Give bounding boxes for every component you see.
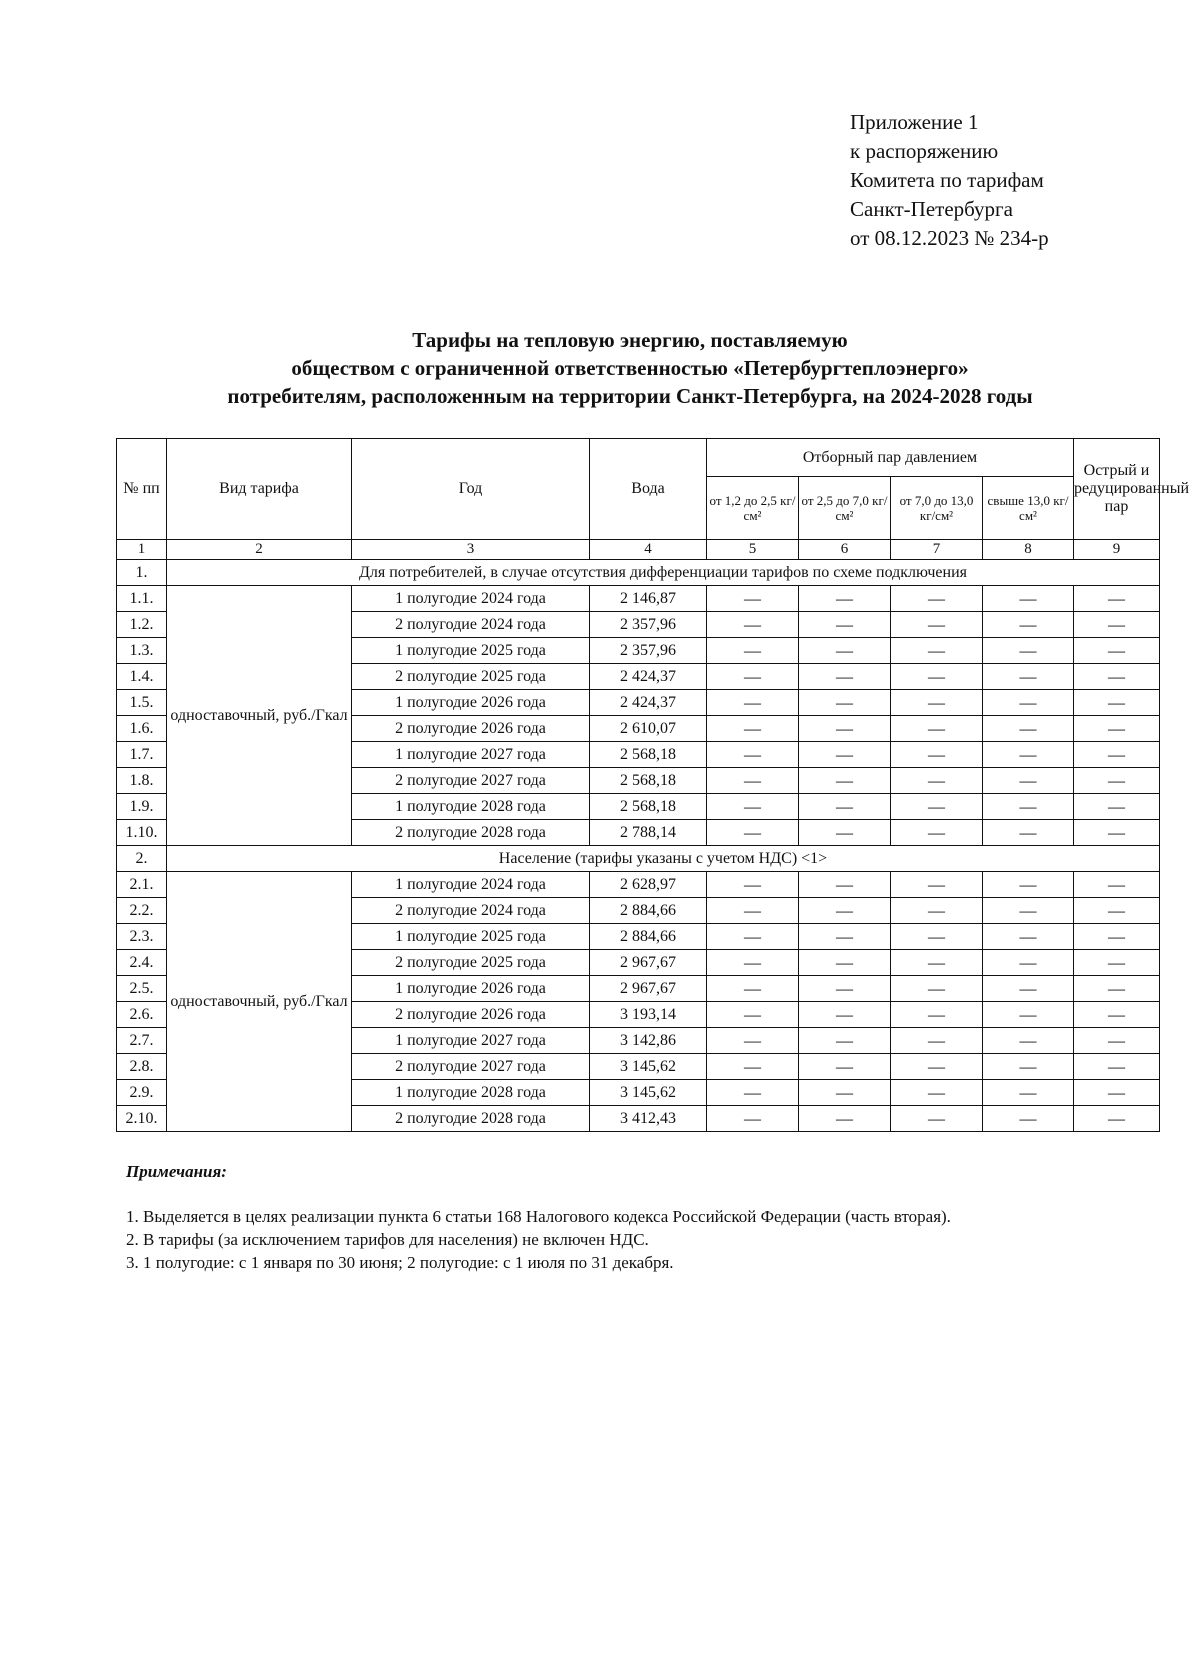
empty-value-dash: —	[707, 1054, 799, 1080]
empty-value-dash: —	[891, 924, 983, 950]
row-period: 1 полугодие 2026 года	[352, 690, 590, 716]
header-steam-2: от 2,5 до 7,0 кг/см²	[799, 477, 891, 540]
row-number: 2.4.	[117, 950, 167, 976]
row-number: 1.9.	[117, 794, 167, 820]
row-period: 2 полугодие 2027 года	[352, 768, 590, 794]
tariff-kind: одноставочный, руб./Гкал	[167, 872, 352, 1132]
empty-value-dash: —	[983, 1028, 1074, 1054]
row-number: 1.10.	[117, 820, 167, 846]
empty-value-dash: —	[1074, 950, 1160, 976]
water-tariff: 2 967,67	[590, 950, 707, 976]
empty-value-dash: —	[799, 690, 891, 716]
empty-value-dash: —	[707, 1080, 799, 1106]
empty-value-dash: —	[983, 1106, 1074, 1132]
water-tariff: 2 568,18	[590, 794, 707, 820]
empty-value-dash: —	[1074, 1002, 1160, 1028]
empty-value-dash: —	[983, 586, 1074, 612]
empty-value-dash: —	[891, 690, 983, 716]
empty-value-dash: —	[891, 1106, 983, 1132]
row-period: 2 полугодие 2025 года	[352, 950, 590, 976]
empty-value-dash: —	[799, 586, 891, 612]
empty-value-dash: —	[1074, 820, 1160, 846]
water-tariff: 2 146,87	[590, 586, 707, 612]
empty-value-dash: —	[799, 898, 891, 924]
row-period: 2 полугодие 2027 года	[352, 1054, 590, 1080]
row-number: 1.7.	[117, 742, 167, 768]
row-number: 2.8.	[117, 1054, 167, 1080]
column-number: 5	[707, 540, 799, 560]
empty-value-dash: —	[891, 586, 983, 612]
empty-value-dash: —	[891, 898, 983, 924]
empty-value-dash: —	[707, 768, 799, 794]
row-period: 2 полугодие 2024 года	[352, 898, 590, 924]
empty-value-dash: —	[799, 1106, 891, 1132]
empty-value-dash: —	[707, 664, 799, 690]
approval-line: Комитета по тарифам	[850, 168, 1044, 192]
row-period: 1 полугодие 2027 года	[352, 742, 590, 768]
empty-value-dash: —	[891, 1002, 983, 1028]
table-row	[117, 872, 1160, 898]
empty-value-dash: —	[707, 742, 799, 768]
column-number: 3	[352, 540, 590, 560]
empty-value-dash: —	[707, 716, 799, 742]
empty-value-dash: —	[707, 898, 799, 924]
empty-value-dash: —	[799, 794, 891, 820]
empty-value-dash: —	[891, 794, 983, 820]
empty-value-dash: —	[891, 1028, 983, 1054]
water-tariff: 2 357,96	[590, 612, 707, 638]
water-tariff: 3 145,62	[590, 1080, 707, 1106]
approval-line: от 08.12.2023 № 234-р	[850, 226, 1049, 250]
empty-value-dash: —	[1074, 872, 1160, 898]
row-period: 1 полугодие 2025 года	[352, 638, 590, 664]
empty-value-dash: —	[983, 820, 1074, 846]
empty-value-dash: —	[707, 690, 799, 716]
water-tariff: 3 412,43	[590, 1106, 707, 1132]
empty-value-dash: —	[891, 716, 983, 742]
empty-value-dash: —	[799, 716, 891, 742]
tariff-kind: одноставочный, руб./Гкал	[167, 586, 352, 846]
row-number: 1.2.	[117, 612, 167, 638]
water-tariff: 3 142,86	[590, 1028, 707, 1054]
header-water: Вода	[590, 439, 707, 540]
column-numbers-row	[117, 540, 1160, 560]
row-period: 1 полугодие 2026 года	[352, 976, 590, 1002]
empty-value-dash: —	[1074, 612, 1160, 638]
header-steam-4: свыше 13,0 кг/см²	[983, 477, 1074, 540]
empty-value-dash: —	[983, 1002, 1074, 1028]
empty-value-dash: —	[1074, 638, 1160, 664]
empty-value-dash: —	[1074, 1080, 1160, 1106]
approval-line: Санкт-Петербурга	[850, 197, 1013, 221]
empty-value-dash: —	[891, 768, 983, 794]
empty-value-dash: —	[799, 1080, 891, 1106]
empty-value-dash: —	[707, 1002, 799, 1028]
section-row	[117, 560, 1160, 586]
notes-title: Примечания:	[126, 1162, 227, 1181]
water-tariff: 2 424,37	[590, 664, 707, 690]
row-period: 1 полугодие 2028 года	[352, 1080, 590, 1106]
document-title	[100, 326, 1160, 410]
tariffs-table	[116, 438, 1190, 1132]
row-period: 2 полугодие 2025 года	[352, 664, 590, 690]
empty-value-dash: —	[799, 1002, 891, 1028]
empty-value-dash: —	[799, 950, 891, 976]
row-period: 2 полугодие 2026 года	[352, 716, 590, 742]
column-number: 6	[799, 540, 891, 560]
row-period: 1 полугодие 2024 года	[352, 586, 590, 612]
empty-value-dash: —	[707, 638, 799, 664]
water-tariff: 2 610,07	[590, 716, 707, 742]
section-title: Для потребителей, в случае отсутствия дифференциации тарифов по схеме подключения	[167, 560, 1160, 586]
row-number: 1.1.	[117, 586, 167, 612]
empty-value-dash: —	[1074, 1106, 1160, 1132]
empty-value-dash: —	[799, 638, 891, 664]
water-tariff: 2 568,18	[590, 768, 707, 794]
empty-value-dash: —	[799, 1054, 891, 1080]
water-tariff: 2 357,96	[590, 638, 707, 664]
row-number: 2.10.	[117, 1106, 167, 1132]
row-period: 2 полугодие 2026 года	[352, 1002, 590, 1028]
row-period: 1 полугодие 2025 года	[352, 924, 590, 950]
note-item: 2. В тарифы (за исключением тарифов для населения) не включен НДС.	[126, 1230, 649, 1249]
header-steam-group: Отборный пар давлением	[707, 439, 1074, 477]
empty-value-dash: —	[891, 872, 983, 898]
empty-value-dash: —	[891, 1054, 983, 1080]
row-period: 2 полугодие 2028 года	[352, 1106, 590, 1132]
empty-value-dash: —	[799, 768, 891, 794]
empty-value-dash: —	[707, 872, 799, 898]
column-number: 9	[1074, 540, 1160, 560]
empty-value-dash: —	[983, 1080, 1074, 1106]
column-number: 7	[891, 540, 983, 560]
row-period: 2 полугодие 2028 года	[352, 820, 590, 846]
section-number: 1.	[117, 560, 167, 586]
empty-value-dash: —	[891, 664, 983, 690]
header-steam-3: от 7,0 до 13,0 кг/см²	[891, 477, 983, 540]
note-item: 1. Выделяется в целях реализации пункта 6 статьи 168 Налогового кодекса Российской Федерации (часть вторая).	[126, 1207, 951, 1226]
empty-value-dash: —	[983, 638, 1074, 664]
row-number: 2.9.	[117, 1080, 167, 1106]
row-number: 2.7.	[117, 1028, 167, 1054]
header-steam-1: от 1,2 до 2,5 кг/см²	[707, 477, 799, 540]
row-number: 2.1.	[117, 872, 167, 898]
empty-value-dash: —	[983, 924, 1074, 950]
title-line: потребителям, расположенным на территории Санкт-Петербурга, на 2024-2028 годы	[227, 384, 1033, 408]
empty-value-dash: —	[707, 586, 799, 612]
table-row	[117, 586, 1160, 612]
header-kind: Вид тарифа	[167, 439, 352, 540]
section-title: Население (тарифы указаны с учетом НДС) <1>	[167, 846, 1160, 872]
empty-value-dash: —	[983, 742, 1074, 768]
water-tariff: 2 628,97	[590, 872, 707, 898]
empty-value-dash: —	[1074, 1028, 1160, 1054]
water-tariff: 2 788,14	[590, 820, 707, 846]
empty-value-dash: —	[1074, 586, 1160, 612]
empty-value-dash: —	[707, 1106, 799, 1132]
empty-value-dash: —	[707, 612, 799, 638]
empty-value-dash: —	[891, 638, 983, 664]
empty-value-dash: —	[1074, 794, 1160, 820]
empty-value-dash: —	[983, 664, 1074, 690]
empty-value-dash: —	[799, 1028, 891, 1054]
row-number: 1.4.	[117, 664, 167, 690]
water-tariff: 2 884,66	[590, 898, 707, 924]
empty-value-dash: —	[799, 872, 891, 898]
row-period: 1 полугодие 2024 года	[352, 872, 590, 898]
column-number: 8	[983, 540, 1074, 560]
approval-line: Приложение 1	[850, 110, 979, 134]
empty-value-dash: —	[1074, 976, 1160, 1002]
empty-value-dash: —	[1074, 664, 1160, 690]
empty-value-dash: —	[799, 820, 891, 846]
empty-value-dash: —	[983, 872, 1074, 898]
tariffs-body	[117, 540, 1160, 1132]
empty-value-dash: —	[891, 820, 983, 846]
empty-value-dash: —	[707, 950, 799, 976]
row-number: 2.3.	[117, 924, 167, 950]
header-sharp-steam: Острый и редуцированный пар	[1074, 439, 1160, 540]
approval-line: к распоряжению	[850, 139, 999, 163]
empty-value-dash: —	[799, 612, 891, 638]
notes-block	[126, 1160, 951, 1274]
water-tariff: 2 967,67	[590, 976, 707, 1002]
empty-value-dash: —	[707, 820, 799, 846]
empty-value-dash: —	[707, 794, 799, 820]
empty-value-dash: —	[799, 976, 891, 1002]
row-number: 2.2.	[117, 898, 167, 924]
water-tariff: 3 145,62	[590, 1054, 707, 1080]
empty-value-dash: —	[983, 976, 1074, 1002]
water-tariff: 2 884,66	[590, 924, 707, 950]
empty-value-dash: —	[707, 924, 799, 950]
empty-value-dash: —	[983, 898, 1074, 924]
row-period: 1 полугодие 2027 года	[352, 1028, 590, 1054]
row-number: 1.8.	[117, 768, 167, 794]
column-number: 2	[167, 540, 352, 560]
empty-value-dash: —	[891, 1080, 983, 1106]
empty-value-dash: —	[799, 924, 891, 950]
row-number: 1.6.	[117, 716, 167, 742]
header-num: № пп	[117, 439, 167, 540]
empty-value-dash: —	[983, 794, 1074, 820]
header-year: Год	[352, 439, 590, 540]
empty-value-dash: —	[799, 664, 891, 690]
column-number: 1	[117, 540, 167, 560]
section-row	[117, 846, 1160, 872]
empty-value-dash: —	[1074, 690, 1160, 716]
empty-value-dash: —	[983, 612, 1074, 638]
empty-value-dash: —	[799, 742, 891, 768]
empty-value-dash: —	[983, 716, 1074, 742]
water-tariff: 3 193,14	[590, 1002, 707, 1028]
empty-value-dash: —	[983, 690, 1074, 716]
empty-value-dash: —	[1074, 768, 1160, 794]
approval-block	[850, 108, 1049, 253]
row-number: 1.3.	[117, 638, 167, 664]
empty-value-dash: —	[983, 950, 1074, 976]
title-line: обществом с ограниченной ответственностью «Петербургтеплоэнерго»	[291, 356, 969, 380]
empty-value-dash: —	[1074, 898, 1160, 924]
water-tariff: 2 424,37	[590, 690, 707, 716]
empty-value-dash: —	[983, 1054, 1074, 1080]
row-period: 1 полугодие 2028 года	[352, 794, 590, 820]
empty-value-dash: —	[1074, 716, 1160, 742]
empty-value-dash: —	[891, 976, 983, 1002]
row-number: 2.6.	[117, 1002, 167, 1028]
title-line: Тарифы на тепловую энергию, поставляемую	[412, 328, 848, 352]
empty-value-dash: —	[707, 1028, 799, 1054]
empty-value-dash: —	[891, 612, 983, 638]
note-item: 3. 1 полугодие: с 1 января по 30 июня; 2 полугодие: с 1 июля по 31 декабря.	[126, 1253, 674, 1272]
water-tariff: 2 568,18	[590, 742, 707, 768]
empty-value-dash: —	[891, 742, 983, 768]
row-period: 2 полугодие 2024 года	[352, 612, 590, 638]
empty-value-dash: —	[1074, 924, 1160, 950]
empty-value-dash: —	[707, 976, 799, 1002]
row-number: 1.5.	[117, 690, 167, 716]
column-number: 4	[590, 540, 707, 560]
section-number: 2.	[117, 846, 167, 872]
empty-value-dash: —	[891, 950, 983, 976]
empty-value-dash: —	[1074, 742, 1160, 768]
empty-value-dash: —	[1074, 1054, 1160, 1080]
empty-value-dash: —	[983, 768, 1074, 794]
row-number: 2.5.	[117, 976, 167, 1002]
